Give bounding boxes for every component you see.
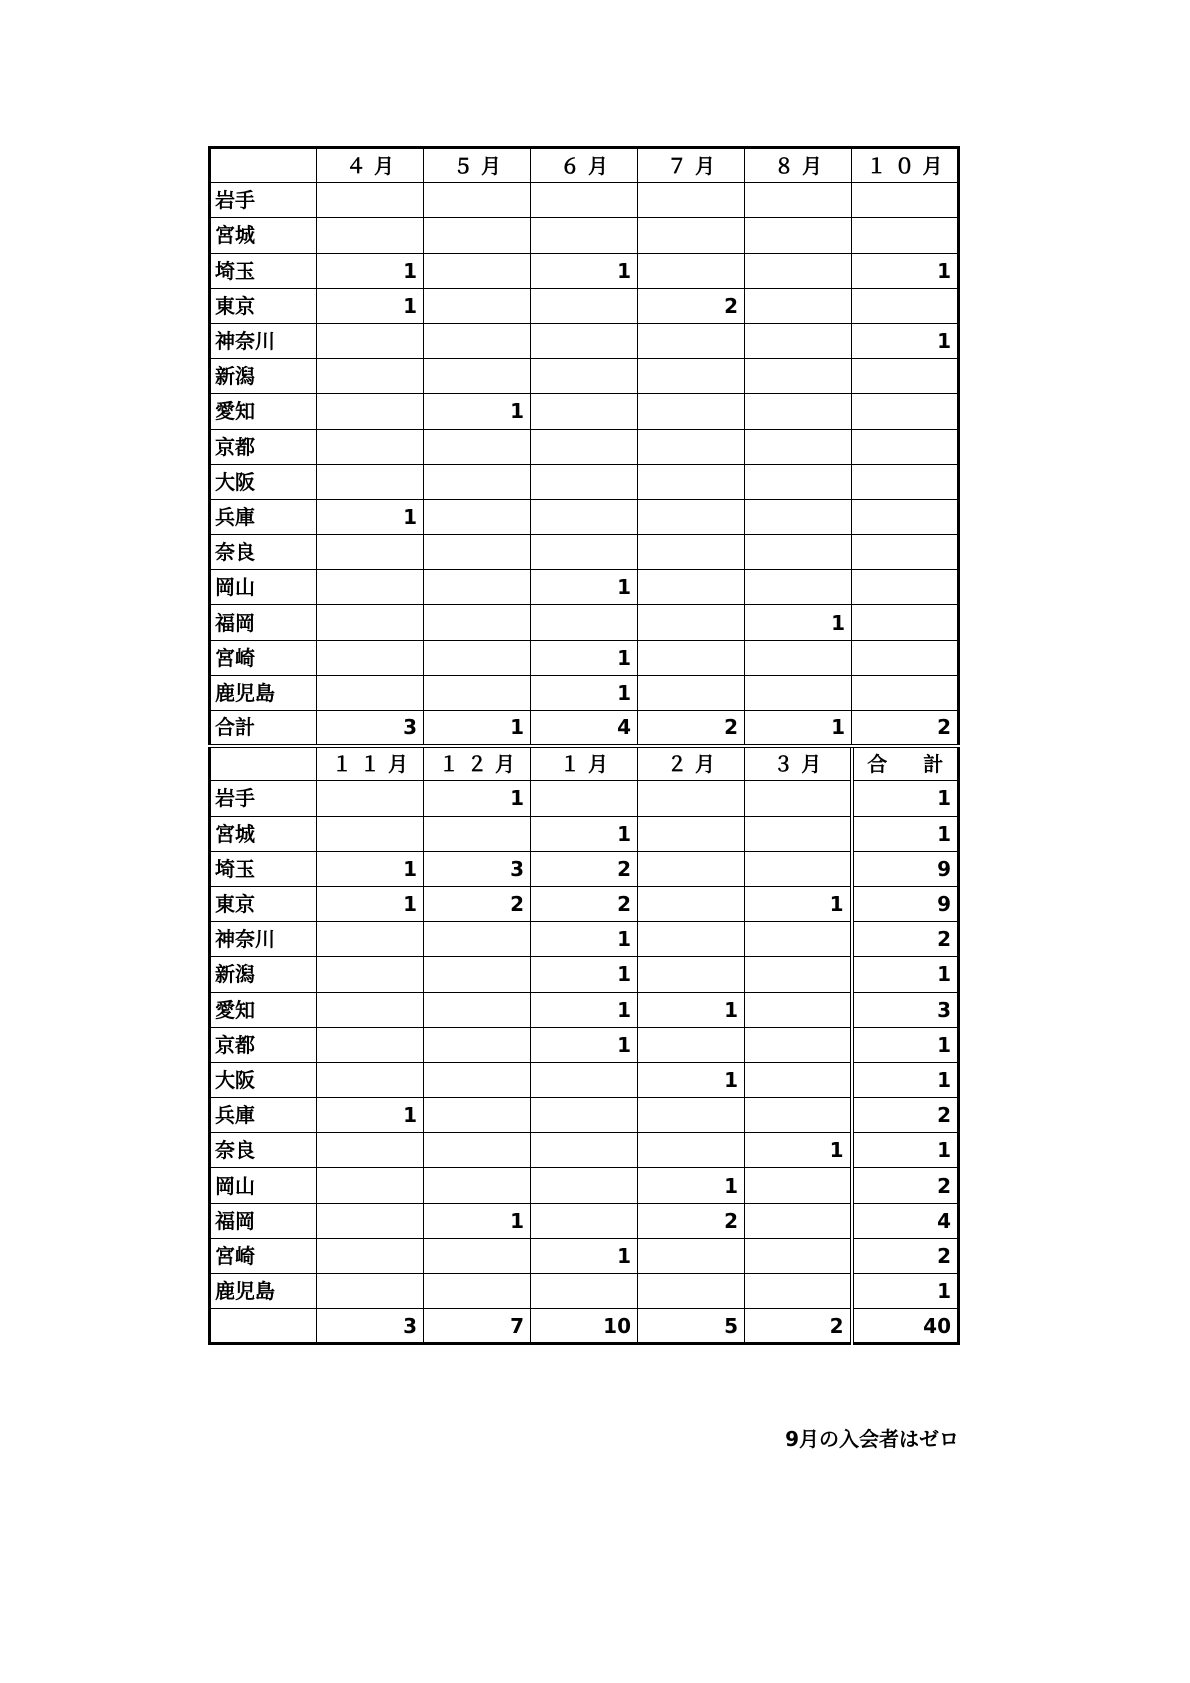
table-cell [745,1027,852,1062]
table-cell [852,605,959,640]
row-label: 大阪 [210,1062,317,1097]
table-cell: 2 [852,1098,959,1133]
table-cell: 1 [317,253,424,288]
table-cell: 3 [424,851,531,886]
table-cell [424,640,531,675]
table-cell [424,1168,531,1203]
table-cell [745,429,852,464]
table-cell [745,781,852,816]
table-row [210,992,959,1027]
table-cell [531,499,638,534]
row-label: 埼玉 [210,851,317,886]
column-header: ５月 [424,148,531,183]
table-cell [745,535,852,570]
table-cell [638,957,745,992]
table-cell [317,1203,424,1238]
table-cell [852,394,959,429]
table-row [210,218,959,253]
table-cell [852,535,959,570]
table-cell [424,675,531,710]
table-cell [317,1274,424,1309]
table-row [210,1203,959,1238]
table-cell [317,605,424,640]
table-cell [745,323,852,358]
table-cell [852,675,959,710]
table-cell [317,429,424,464]
table-cell [531,218,638,253]
table-cell [745,1203,852,1238]
table-cell: 1 [317,886,424,921]
table-row [210,253,959,288]
table-cell [638,535,745,570]
table-row [210,1168,959,1203]
table-cell [852,288,959,323]
table-cell [531,1133,638,1168]
table-cell [317,218,424,253]
table-cell [852,183,959,218]
table-cell [745,957,852,992]
table-cell [317,570,424,605]
table-cell: 1 [531,253,638,288]
column-header: １０月 [852,148,959,183]
table-row [210,675,959,710]
row-label: 大阪 [210,464,317,499]
table-row [210,499,959,534]
table-row [210,323,959,358]
table-cell [638,1274,745,1309]
table-row [210,394,959,429]
table-cell [745,570,852,605]
column-header: ６月 [531,148,638,183]
table-cell [424,1238,531,1273]
table-cell: 1 [745,605,852,640]
table-cell [424,218,531,253]
row-label: 岩手 [210,183,317,218]
table-cell [638,1027,745,1062]
table-cell [745,218,852,253]
row-label: 奈良 [210,535,317,570]
row-label: 京都 [210,429,317,464]
table-row [210,1098,959,1133]
table-row [210,288,959,323]
table-cell [638,1133,745,1168]
row-label: 愛知 [210,394,317,429]
table-cell: 2 [745,1309,852,1344]
table-cell [638,605,745,640]
table-cell: 1 [852,1027,959,1062]
row-label: 新潟 [210,359,317,394]
column-header: ２月 [638,746,745,781]
table-cell: 1 [531,1027,638,1062]
table-cell [745,183,852,218]
table-cell [531,605,638,640]
table-cell [424,992,531,1027]
table-cell [531,1168,638,1203]
row-label: 福岡 [210,1203,317,1238]
table-cell [852,429,959,464]
table-cell [745,992,852,1027]
table-cell: 1 [317,499,424,534]
table-cell [745,1062,852,1097]
table-cell [424,1133,531,1168]
table-row [210,359,959,394]
table-cell [745,1238,852,1273]
table-cell: 1 [317,1098,424,1133]
column-header: ８月 [745,148,852,183]
table-cell [317,957,424,992]
table-cell: 40 [852,1309,959,1344]
table-cell [852,464,959,499]
table-cell [638,886,745,921]
table-cell: 1 [745,711,852,746]
row-label: 合計 [210,711,317,746]
table-cell: 10 [531,1309,638,1344]
table-row [210,640,959,675]
table-cell: 9 [852,851,959,886]
table-cell: 1 [638,1062,745,1097]
table-cell [424,1027,531,1062]
table-cell [531,1203,638,1238]
table-cell [852,640,959,675]
table-cell: 1 [424,394,531,429]
table-cell [424,922,531,957]
table-cell [745,394,852,429]
table-cell [424,535,531,570]
table-cell: 3 [317,1309,424,1344]
table-cell [638,218,745,253]
row-label: 兵庫 [210,499,317,534]
table-row [210,429,959,464]
row-label: 岡山 [210,1168,317,1203]
table-cell [424,957,531,992]
table-cell: 2 [638,711,745,746]
table-cell [317,1238,424,1273]
table-cell [638,464,745,499]
column-header: １１月 [317,746,424,781]
table-cell [317,640,424,675]
table-cell [531,288,638,323]
column-header: ４月 [317,148,424,183]
table-cell: 2 [852,1168,959,1203]
row-label: 宮崎 [210,640,317,675]
membership-table [208,146,960,1345]
table-cell [317,359,424,394]
table-cell: 4 [852,1203,959,1238]
table-cell [424,323,531,358]
table-row [210,1309,959,1344]
table-cell: 1 [745,1133,852,1168]
table-row [210,781,959,816]
table-cell: 3 [852,992,959,1027]
column-header [210,746,317,781]
table-cell [317,1062,424,1097]
table-cell [424,1274,531,1309]
table-cell: 2 [852,922,959,957]
table-cell [424,183,531,218]
table-cell [745,1168,852,1203]
header-row [210,746,959,781]
table-cell [745,1274,852,1309]
row-label: 神奈川 [210,922,317,957]
table-cell [745,640,852,675]
table-cell [424,570,531,605]
table-cell [638,499,745,534]
table-cell [424,253,531,288]
table-cell [745,1098,852,1133]
table-row [210,464,959,499]
table-cell [317,183,424,218]
table-cell [638,323,745,358]
table-cell [745,464,852,499]
table-cell [531,1062,638,1097]
table-cell [424,1062,531,1097]
table-cell: 1 [852,1062,959,1097]
table-cell: 1 [852,253,959,288]
table-cell [317,1027,424,1062]
table-row [210,1238,959,1273]
table-cell [531,183,638,218]
row-label: 愛知 [210,992,317,1027]
table-cell [745,851,852,886]
row-label: 宮城 [210,816,317,851]
column-header: 合 計 [852,746,959,781]
row-label: 埼玉 [210,253,317,288]
table-cell [424,288,531,323]
table-cell [531,1098,638,1133]
table-cell: 2 [638,288,745,323]
table-cell [852,359,959,394]
table-cell [638,816,745,851]
table-cell [424,429,531,464]
table-cell: 7 [424,1309,531,1344]
table-cell: 1 [424,711,531,746]
table-cell: 2 [852,711,959,746]
table-cell: 1 [852,1274,959,1309]
table-cell: 1 [531,640,638,675]
row-label: 鹿児島 [210,1274,317,1309]
column-header: １月 [531,746,638,781]
table-cell [531,1274,638,1309]
table-cell: 1 [531,992,638,1027]
table-row [210,1274,959,1309]
table-cell [638,1098,745,1133]
table-cell: 1 [531,1238,638,1273]
table-cell [638,359,745,394]
table-cell [745,816,852,851]
table-cell: 5 [638,1309,745,1344]
section-one [210,148,959,746]
table-cell [852,499,959,534]
table-cell: 1 [852,816,959,851]
header-row [210,148,959,183]
row-label: 東京 [210,886,317,921]
table-row [210,1027,959,1062]
table-cell [531,464,638,499]
table-cell [317,535,424,570]
row-label: 東京 [210,288,317,323]
table-cell: 2 [531,851,638,886]
table-cell: 9 [852,886,959,921]
table-cell [745,253,852,288]
table-cell [638,851,745,886]
table-cell: 1 [317,851,424,886]
table-cell [317,1133,424,1168]
table-row [210,605,959,640]
table-row [210,851,959,886]
table-cell [317,394,424,429]
table-cell [424,464,531,499]
row-label [210,1309,317,1344]
row-label: 奈良 [210,1133,317,1168]
table-row [210,570,959,605]
table-cell [638,253,745,288]
table-cell [745,359,852,394]
table-cell [852,570,959,605]
table-cell [638,570,745,605]
table-cell [424,605,531,640]
table-cell: 2 [531,886,638,921]
table-cell: 1 [424,1203,531,1238]
table-cell: 3 [317,711,424,746]
row-label: 兵庫 [210,1098,317,1133]
table-cell: 1 [531,570,638,605]
table-cell: 1 [852,957,959,992]
table-cell [317,675,424,710]
table-cell [424,499,531,534]
table-cell: 1 [745,886,852,921]
row-label: 新潟 [210,957,317,992]
table-cell [638,781,745,816]
table-cell: 2 [638,1203,745,1238]
row-label: 宮崎 [210,1238,317,1273]
table-cell [638,922,745,957]
table-cell [317,323,424,358]
table-cell [424,816,531,851]
table-cell [745,922,852,957]
table-cell [424,359,531,394]
table-cell [852,218,959,253]
row-label: 神奈川 [210,323,317,358]
table-cell: 4 [531,711,638,746]
column-header [210,148,317,183]
column-header: １２月 [424,746,531,781]
table-row [210,957,959,992]
column-header: ７月 [638,148,745,183]
table-cell [638,675,745,710]
table-cell [317,992,424,1027]
table-cell: 1 [852,781,959,816]
table-row [210,922,959,957]
table-cell [745,288,852,323]
table-cell [531,781,638,816]
table-cell: 1 [852,323,959,358]
column-header: ３月 [745,746,852,781]
table-cell: 1 [531,922,638,957]
table-row [210,535,959,570]
table-cell: 1 [424,781,531,816]
table-cell [638,640,745,675]
table-row [210,1133,959,1168]
table-cell: 1 [852,1133,959,1168]
table-cell [745,675,852,710]
table-cell [317,816,424,851]
table-cell [531,535,638,570]
table-cell [638,429,745,464]
footnote: 9月の入会者はゼロ [785,1427,959,1451]
table-cell [317,922,424,957]
row-label: 岡山 [210,570,317,605]
table-cell [424,1098,531,1133]
table-cell [531,359,638,394]
table-cell: 1 [531,816,638,851]
table-cell [531,394,638,429]
table-cell [638,1238,745,1273]
table-row [210,1062,959,1097]
table-cell: 1 [638,992,745,1027]
row-label: 宮城 [210,218,317,253]
table-cell: 1 [638,1168,745,1203]
table-row [210,886,959,921]
table-row [210,816,959,851]
table-cell [317,1168,424,1203]
table-cell [638,183,745,218]
section-two [210,746,959,1344]
table-cell: 1 [531,957,638,992]
row-label: 岩手 [210,781,317,816]
table-cell [638,394,745,429]
table-cell: 2 [424,886,531,921]
table-cell [745,499,852,534]
table-row [210,183,959,218]
row-label: 京都 [210,1027,317,1062]
row-label: 福岡 [210,605,317,640]
table-cell [531,323,638,358]
table-cell: 2 [852,1238,959,1273]
table-cell [317,464,424,499]
row-label: 鹿児島 [210,675,317,710]
table-row [210,711,959,746]
table-cell [317,781,424,816]
table-cell [531,429,638,464]
table-cell: 1 [531,675,638,710]
table-cell: 1 [317,288,424,323]
